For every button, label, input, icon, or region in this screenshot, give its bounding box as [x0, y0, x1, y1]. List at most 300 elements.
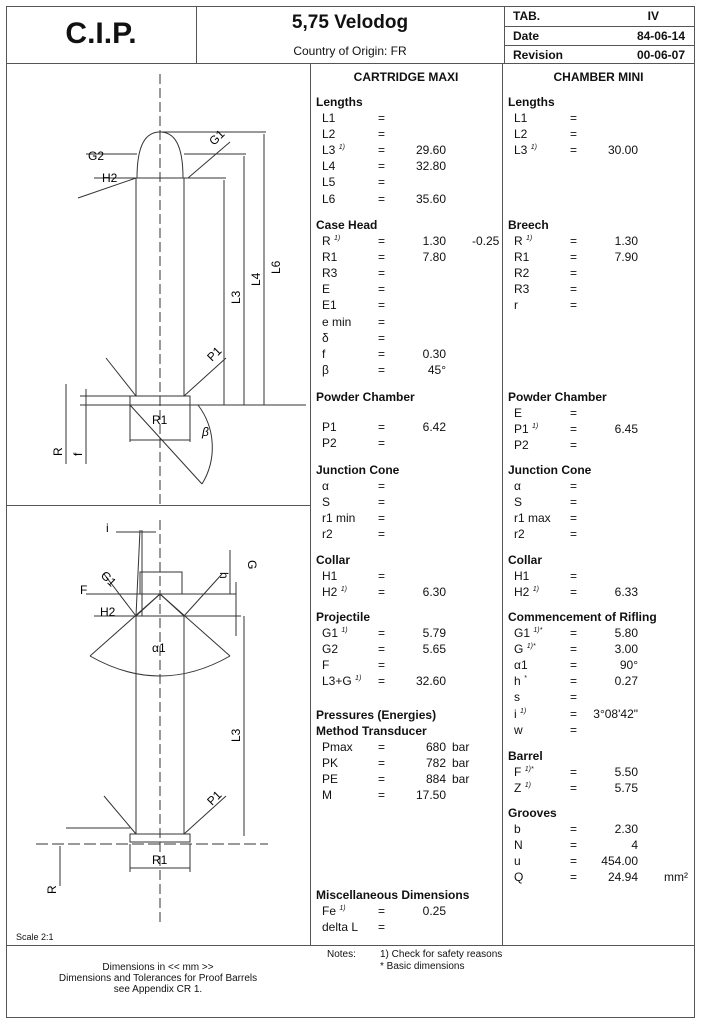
spec-row: [508, 127, 638, 143]
label-h: h: [217, 572, 231, 579]
spec-label: [514, 479, 521, 493]
spec-label-text: β: [322, 362, 329, 377]
spec-row: [508, 422, 638, 438]
equals-sign: =: [570, 479, 578, 493]
cartridge-title: 5,75 Velodog: [291, 12, 409, 33]
spec-row: [508, 781, 638, 797]
spec-label-text: R: [514, 234, 523, 248]
spec-row: [316, 569, 446, 585]
spec-label-text: H1: [514, 569, 530, 583]
spec-row: [508, 511, 638, 527]
spec-label-text: R3: [322, 266, 338, 281]
equals-sign: =: [570, 282, 578, 297]
spec-label-text: e min: [322, 314, 352, 329]
chamber-powder-chamber-title: Powder Chamber: [508, 390, 607, 404]
spec-row: [508, 111, 638, 127]
equals-sign: =: [378, 191, 386, 206]
equals-sign: =: [378, 772, 386, 787]
spec-value: 6.33: [614, 585, 638, 600]
equals-sign: =: [378, 175, 386, 190]
spec-label-text: L2: [514, 127, 528, 142]
equals-sign: =: [378, 756, 386, 771]
spec-row: [508, 527, 638, 543]
spec-value: 0.25: [422, 904, 446, 918]
label-r: R: [51, 447, 65, 456]
spec-row: [508, 406, 638, 422]
spec-label: [322, 904, 346, 918]
footnote-marker: *: [524, 675, 527, 683]
equals-sign: =: [570, 854, 578, 869]
equals-sign: =: [378, 904, 386, 918]
equals-sign: =: [378, 266, 386, 281]
footnote-marker: 1): [340, 586, 347, 594]
spec-label: [322, 674, 361, 688]
spec-unit: bar: [452, 772, 470, 787]
spec-label-text: PE: [322, 772, 339, 787]
spec-label: [322, 772, 338, 786]
equals-sign: =: [570, 406, 578, 420]
equals-sign: =: [570, 706, 578, 721]
chamber-lengths-title: Lengths: [508, 95, 555, 109]
cartridge-drawing: [6, 64, 310, 504]
cartridge-lengths-title: Lengths: [316, 95, 363, 109]
spec-row: [316, 347, 446, 363]
spec-value: 6.42: [422, 420, 446, 434]
spec-row: [508, 250, 638, 266]
footnote-marker: 1): [526, 235, 533, 242]
label-h2: H2: [100, 605, 116, 619]
spec-value: 90°: [619, 658, 638, 673]
dims-line-1: Dimensions in << mm >>: [102, 962, 214, 973]
spec-label: [514, 723, 523, 737]
spec-row: [316, 143, 446, 159]
date-label: Date: [513, 29, 540, 43]
equals-sign: =: [570, 111, 578, 125]
equals-sign: =: [570, 722, 578, 737]
notes-label: Notes:: [327, 949, 356, 960]
units-note: [6, 962, 310, 995]
spec-label-text: r2: [514, 527, 525, 542]
cartridge-case-head-title: Case Head: [316, 218, 378, 232]
spec-row: [316, 527, 446, 543]
spec-row: [316, 282, 446, 298]
spec-label: [322, 585, 347, 599]
revision-label: Revision: [513, 48, 564, 62]
note-2: * Basic dimensions: [380, 961, 465, 972]
spec-row: [508, 674, 638, 690]
equals-sign: =: [570, 250, 578, 265]
spec-row: [508, 266, 638, 282]
cartridge-projectile-title: Projectile: [316, 610, 371, 624]
spec-value: 2.30: [614, 822, 638, 836]
spec-label-text: R2: [514, 266, 530, 281]
label-p1: P1: [204, 343, 225, 365]
spec-value: 0.27: [614, 674, 638, 689]
equals-sign: =: [378, 250, 386, 265]
date-value: 84-06-14: [636, 29, 685, 43]
equals-sign: =: [570, 585, 578, 600]
spec-label: [514, 511, 551, 525]
spec-label: [514, 854, 521, 868]
chamber-breech-title: Breech: [508, 218, 549, 232]
spec-label-text: R: [322, 234, 331, 248]
spec-value: 1.30: [614, 234, 638, 248]
label-l4: L4: [249, 272, 263, 286]
equals-sign: =: [378, 626, 386, 640]
spec-value: 6.45: [614, 422, 638, 437]
footnote-marker: 1): [334, 235, 341, 242]
spec-row: [316, 626, 446, 642]
spec-label: [322, 658, 329, 672]
spec-label: [514, 298, 518, 312]
spec-label: [514, 266, 529, 280]
spec-label: [322, 143, 345, 157]
spec-label-text: H2: [322, 585, 338, 600]
chamber-drawing: [6, 506, 310, 926]
spec-label-text: Fe: [322, 904, 337, 918]
label-l3: L3: [229, 728, 243, 742]
equals-sign: =: [378, 569, 386, 583]
spec-label: [322, 298, 337, 312]
label-r: R: [45, 885, 59, 894]
spec-label: [322, 569, 337, 583]
spec-row: [316, 585, 446, 601]
spec-label-text: i: [514, 706, 517, 721]
spec-label: [322, 282, 330, 296]
spec-label: [514, 585, 539, 599]
spec-row: [508, 723, 638, 739]
note-1: 1) Check for safety reasons: [380, 949, 503, 960]
spec-label-text: s: [514, 690, 520, 705]
spec-label-text: R3: [514, 282, 530, 297]
spec-row: [316, 658, 446, 674]
equals-sign: =: [570, 765, 578, 779]
spec-label: [322, 175, 335, 189]
spec-value: 454.00: [601, 854, 638, 869]
divider: [6, 945, 695, 946]
footnote-marker: 1): [339, 905, 346, 912]
tab-label: TAB.: [513, 9, 541, 23]
spec-label: [322, 363, 329, 377]
spec-row: [508, 282, 638, 298]
spec-label-text: R1: [514, 250, 530, 265]
divider: [310, 63, 311, 945]
footnote-marker: 1)*: [526, 643, 536, 651]
equals-sign: =: [570, 511, 578, 526]
spec-label-text: PK: [322, 756, 339, 771]
spec-label-text: H2: [514, 585, 530, 600]
spec-label-text: P2: [514, 438, 529, 453]
spec-row: [316, 740, 470, 756]
spec-value: 17.50: [415, 788, 446, 803]
spec-row: [316, 479, 446, 495]
spec-value: 0.30: [422, 346, 446, 361]
label-beta: β: [202, 425, 209, 439]
label-r1: R1: [152, 853, 168, 867]
spec-label-text: P1: [322, 420, 337, 434]
spec-value: 30.00: [607, 143, 638, 158]
spec-value: 5.80: [614, 626, 638, 640]
equals-sign: =: [570, 690, 578, 705]
spec-label: [322, 495, 330, 509]
spec-value: 5.65: [422, 642, 446, 657]
spec-row: [508, 854, 638, 870]
cartridge-pressures-title: Pressures (Energies): [316, 708, 437, 722]
chamber-heading: CHAMBER MINI: [553, 70, 644, 84]
equals-sign: =: [378, 479, 386, 493]
spec-row: [316, 788, 446, 804]
country-of-origin: Country of Origin: FR: [293, 44, 407, 58]
footnote-marker: 1): [355, 675, 362, 683]
equals-sign: =: [570, 234, 578, 248]
spec-row: [316, 159, 446, 175]
equals-sign: =: [570, 626, 578, 640]
spec-label-text: P1: [514, 422, 529, 437]
equals-sign: =: [570, 298, 578, 313]
spec-label-text: L3: [514, 143, 528, 158]
footnote-marker: 1): [520, 707, 527, 715]
spec-value: 32.80: [415, 159, 446, 174]
revision-value: 00-06-07: [636, 48, 685, 62]
spec-label: [514, 143, 537, 157]
spec-label: [514, 422, 538, 436]
spec-label-text: L2: [322, 127, 336, 142]
footnote-marker: 1): [524, 782, 531, 790]
spec-label: [322, 479, 329, 493]
spec-label-text: E: [514, 406, 523, 420]
equals-sign: =: [570, 438, 578, 453]
spec-unit: bar: [452, 756, 470, 771]
equals-sign: =: [378, 314, 386, 329]
spec-label: [322, 159, 335, 173]
dims-line-3: see Appendix CR 1.: [113, 984, 203, 995]
spec-value: 29.60: [415, 143, 446, 158]
spec-label-text: L5: [322, 175, 336, 190]
spec-value: 7.80: [422, 250, 446, 265]
spec-value: 7.90: [614, 250, 638, 265]
spec-label-text: S: [514, 495, 523, 510]
footnote-marker: 1): [338, 144, 345, 152]
label-p1: P1: [204, 787, 225, 809]
spec-label: [514, 707, 526, 721]
spec-label-text: G2: [322, 642, 339, 657]
spec-label: [322, 420, 337, 434]
spec-label-text: f: [322, 346, 326, 361]
spec-label-text: Q: [514, 870, 524, 885]
footnote-marker: 1): [532, 423, 539, 431]
spec-label-text: L3+G: [322, 674, 352, 689]
label-l6: L6: [269, 260, 283, 274]
spec-value: 680: [425, 740, 446, 754]
spec-label: [514, 527, 525, 541]
spec-row: [316, 363, 446, 379]
equals-sign: =: [378, 674, 386, 689]
spec-label-text: L6: [322, 191, 336, 206]
spec-label-text: delta L: [322, 920, 359, 935]
equals-sign: =: [570, 266, 578, 281]
equals-sign: =: [378, 127, 386, 142]
label-g2: G2: [88, 149, 105, 163]
spec-label-text: S: [322, 495, 331, 510]
chamber-collar-title: Collar: [508, 553, 543, 567]
spec-label: [322, 511, 355, 525]
equals-sign: =: [570, 127, 578, 142]
equals-sign: =: [570, 495, 578, 510]
spec-value: 884: [425, 772, 446, 787]
spec-row: [316, 192, 446, 208]
spec-value: 6.30: [422, 585, 446, 600]
cartridge-heading: CARTRIDGE MAXI: [353, 70, 459, 84]
spec-value: 3°08'42": [593, 706, 638, 721]
equals-sign: =: [378, 495, 386, 510]
tab-row: [505, 7, 695, 25]
spec-label-text: L1: [322, 111, 336, 125]
divider: [502, 63, 503, 945]
label-r1: R1: [152, 413, 168, 427]
spec-label-text: F: [514, 765, 522, 779]
spec-row: [508, 707, 638, 723]
spec-label: [322, 347, 325, 361]
spec-unit: mm²: [664, 870, 688, 885]
equals-sign: =: [378, 159, 386, 174]
spec-label-text: r1 max: [514, 511, 551, 526]
spec-label: [322, 920, 358, 934]
spec-row: [316, 111, 446, 127]
spec-value: 45°: [427, 362, 446, 377]
spec-row: [508, 626, 638, 642]
spec-row: [508, 870, 688, 886]
spec-row: [316, 175, 446, 191]
spec-label: [322, 756, 338, 770]
spec-value: 3.00: [614, 642, 638, 657]
spec-value: 24.94: [607, 870, 638, 885]
spec-label-text: G1: [514, 626, 531, 640]
spec-row: [316, 436, 446, 452]
label-g1: G1: [97, 568, 120, 590]
spec-label: [514, 626, 542, 640]
spec-label-text: r2: [322, 527, 333, 542]
equals-sign: =: [570, 422, 578, 437]
cartridge-misc-title: Miscellaneous Dimensions: [316, 888, 470, 902]
org-logo-text: C.I.P.: [65, 17, 137, 50]
spec-label: [514, 406, 522, 420]
label-f: F: [80, 583, 88, 597]
spec-label-text: R1: [322, 250, 338, 265]
spec-label: [514, 781, 531, 795]
spec-label-text: w: [514, 722, 523, 737]
equals-sign: =: [570, 838, 578, 853]
label-alpha1: α1: [152, 641, 166, 655]
spec-row: [316, 315, 446, 331]
spec-row: [316, 674, 446, 690]
equals-sign: =: [378, 527, 386, 542]
spec-row: [508, 585, 638, 601]
spec-value: 32.60: [415, 674, 446, 689]
footnote-marker: 1)*: [533, 627, 543, 634]
chamber-barrel-title: Barrel: [508, 749, 543, 763]
spec-label-text: L1: [514, 111, 528, 125]
spec-row: [508, 765, 638, 781]
spec-row: [316, 772, 470, 788]
revision-row: [505, 46, 695, 64]
equals-sign: =: [378, 511, 386, 526]
equals-sign: =: [378, 740, 386, 754]
spec-unit: bar: [452, 740, 470, 754]
spec-label-text: α1: [514, 658, 528, 673]
equals-sign: =: [570, 822, 578, 836]
equals-sign: =: [378, 788, 386, 803]
equals-sign: =: [378, 234, 386, 248]
equals-sign: =: [378, 282, 386, 297]
chamber-junction-cone-title: Junction Cone: [508, 463, 592, 477]
spec-label: [322, 315, 351, 329]
spec-row: [316, 920, 446, 936]
spec-label-text: Pmax: [322, 740, 353, 754]
spec-label: [322, 527, 333, 541]
spec-label-text: α: [322, 479, 329, 493]
spec-label: [514, 234, 532, 248]
spec-label: [514, 674, 527, 688]
date-row: [505, 27, 695, 45]
spec-value: 5.75: [614, 781, 638, 796]
spec-label: [514, 438, 529, 452]
footnote-marker: 1): [341, 627, 348, 634]
spec-label-text: L3: [322, 143, 336, 158]
spec-label-text: h: [514, 674, 521, 689]
spec-label: [514, 658, 528, 672]
cartridge-collar-title: Collar: [316, 553, 351, 567]
spec-label-text: G1: [322, 626, 339, 640]
spec-label-text: δ: [322, 330, 329, 345]
spec-row: [316, 511, 446, 527]
equals-sign: =: [378, 330, 386, 345]
spec-label-text: E: [322, 282, 331, 297]
spec-value: 4: [631, 838, 638, 853]
spec-label: [322, 266, 337, 280]
equals-sign: =: [378, 436, 386, 451]
spec-label-text: b: [514, 822, 521, 836]
spec-label: [514, 690, 520, 704]
spec-row: [508, 234, 638, 250]
spec-label: [322, 331, 329, 345]
spec-label: [514, 822, 521, 836]
spec-label: [514, 127, 527, 141]
spec-label-text: u: [514, 854, 521, 869]
spec-label: [322, 626, 348, 640]
spec-tolerance: -0.25: [472, 234, 500, 248]
equals-sign: =: [378, 920, 386, 935]
spec-label: [514, 111, 527, 125]
spec-label-text: H1: [322, 569, 338, 583]
equals-sign: =: [378, 362, 386, 377]
spec-label-text: r1 min: [322, 511, 356, 526]
spec-row: [316, 250, 446, 266]
equals-sign: =: [570, 870, 578, 885]
spec-row: [316, 495, 446, 511]
equals-sign: =: [378, 585, 386, 600]
label-f: f: [71, 452, 85, 456]
spec-row: [316, 904, 446, 920]
spec-row: [316, 642, 446, 658]
spec-row: [508, 495, 638, 511]
spec-label: [514, 765, 534, 779]
spec-row: [316, 298, 446, 314]
scale-label: Scale 2:1: [16, 932, 54, 942]
spec-label: [322, 642, 338, 656]
label-g: G: [245, 560, 259, 570]
spec-row: [508, 838, 638, 854]
spec-row: [508, 658, 638, 674]
